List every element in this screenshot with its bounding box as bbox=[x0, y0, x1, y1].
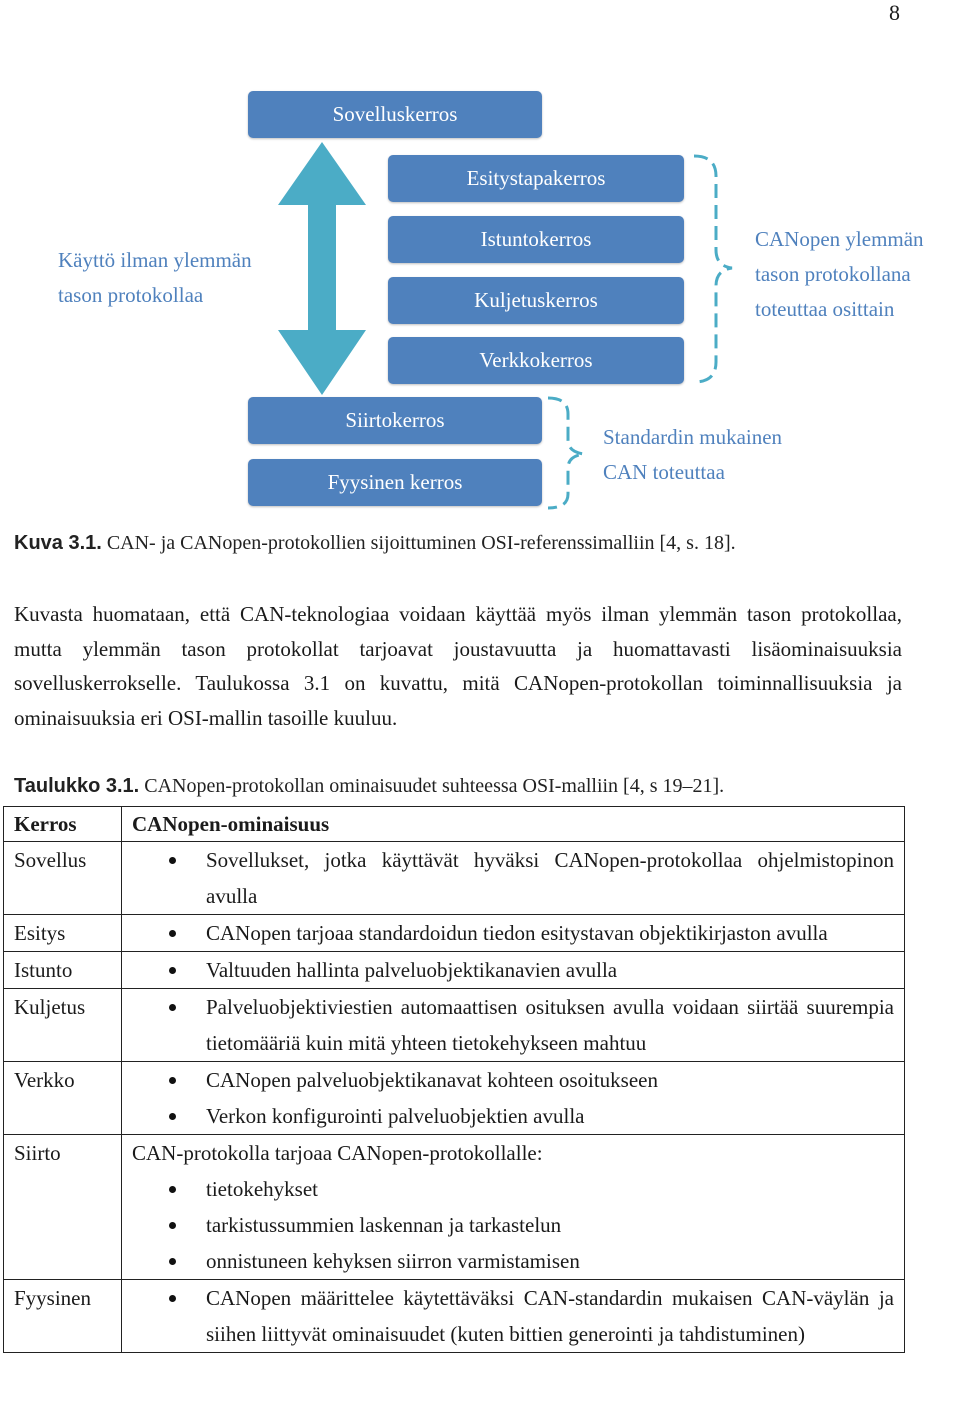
presentation-layer-box: Esitystapakerros bbox=[388, 155, 684, 202]
double-arrow-icon bbox=[278, 142, 366, 395]
feature-item: onnistuneen kehyksen siirron varmistamisen bbox=[132, 1243, 894, 1279]
layer-cell: Verkko bbox=[4, 1062, 122, 1135]
datalink-layer-box: Siirtokerros bbox=[248, 397, 542, 444]
feature-list bbox=[132, 842, 894, 914]
no-upper-protocol-line2: tason protokollaa bbox=[58, 283, 204, 307]
feature-cell bbox=[122, 952, 905, 989]
can-label-line1: Standardin mukainen bbox=[603, 425, 783, 449]
table-header-row bbox=[4, 807, 905, 842]
page-number: 8 bbox=[889, 0, 900, 25]
canopen-label-line1: CANopen ylemmän bbox=[755, 227, 924, 251]
feature-list bbox=[132, 1171, 894, 1279]
application-layer-box: Sovelluskerros bbox=[248, 91, 542, 138]
table-row bbox=[4, 989, 905, 1062]
table-caption-text: CANopen-protokollan ominaisuudet suhteessa OSI-malliin [4, s 19–21]. bbox=[139, 775, 725, 797]
can-bracket bbox=[548, 398, 584, 508]
layer-cell: Sovellus bbox=[4, 842, 122, 915]
table-row bbox=[4, 842, 905, 915]
table-row bbox=[4, 915, 905, 952]
body-paragraph: Kuvasta huomataan, että CAN-teknologiaa voidaan käyttää myös ilman ylemmän tason protokollaa, mutta ylemmän tason protokollat tarjoavat joustavuutta ja huomattavasti lisäominaisuuksia sovelluskerrokselle. Taulukossa 3.1 on kuvattu, mitä CANopen-protokollan toiminnallisuuksia ja ominaisuuksia eri OSI-mallin tasoille kuuluu. bbox=[14, 602, 902, 730]
feature-item: CANopen määrittelee käytettäväksi CAN-standardin mukaisen CAN-väylän ja siihen liittyvät ominaisuudet (kuten bittien generointi ja tahdistuminen) bbox=[132, 1280, 894, 1352]
table-caption bbox=[14, 775, 724, 798]
no-upper-protocol-label bbox=[58, 243, 252, 313]
feature-list bbox=[132, 952, 894, 988]
feature-item: Valtuuden hallinta palveluobjektikanavien avulla bbox=[132, 952, 894, 988]
can-label-line2: CAN toteuttaa bbox=[603, 460, 725, 484]
table-row bbox=[4, 1280, 905, 1353]
feature-item: tarkistussummien laskennan ja tarkastelun bbox=[132, 1207, 894, 1243]
feature-intro: CAN-protokolla tarjoaa CANopen-protokollalle: bbox=[132, 1141, 543, 1165]
table-body bbox=[4, 842, 905, 1353]
feature-cell bbox=[122, 989, 905, 1062]
feature-list bbox=[132, 1062, 894, 1134]
figure-caption-text: CAN- ja CANopen-protokollien sijoittuminen OSI-referenssimalliin [4, s. 18]. bbox=[101, 532, 736, 554]
osi-table bbox=[3, 806, 905, 1353]
table-row bbox=[4, 952, 905, 989]
table-caption-label: Taulukko 3.1. bbox=[14, 775, 140, 797]
feature-item: CANopen tarjoaa standardoidun tiedon esitystavan objektikirjaston avulla bbox=[132, 915, 894, 951]
table-row bbox=[4, 1135, 905, 1280]
table-row bbox=[4, 1062, 905, 1135]
layer-cell: Esitys bbox=[4, 915, 122, 952]
network-layer-box: Verkkokerros bbox=[388, 337, 684, 384]
feature-item: Verkon konfigurointi palveluobjektien avulla bbox=[132, 1098, 894, 1134]
layer-cell: Istunto bbox=[4, 952, 122, 989]
feature-cell bbox=[122, 1135, 905, 1280]
feature-list bbox=[132, 989, 894, 1061]
feature-cell bbox=[122, 842, 905, 915]
feature-item: tietokehykset bbox=[132, 1171, 894, 1207]
canopen-label-line3: toteuttaa osittain bbox=[755, 297, 895, 321]
feature-list bbox=[132, 915, 894, 951]
feature-item: CANopen palveluobjektikanavat kohteen osoitukseen bbox=[132, 1062, 894, 1098]
layer-cell: Fyysinen bbox=[4, 1280, 122, 1353]
transport-layer-box: Kuljetuskerros bbox=[388, 277, 684, 324]
header-layer: Kerros bbox=[4, 807, 122, 842]
figure-caption-label: Kuva 3.1. bbox=[14, 532, 102, 554]
no-upper-protocol-line1: Käyttö ilman ylemmän bbox=[58, 248, 252, 272]
session-layer-box: Istuntokerros bbox=[388, 216, 684, 263]
header-features: CANopen-ominaisuus bbox=[122, 807, 905, 842]
osi-figure bbox=[0, 0, 960, 520]
feature-list bbox=[132, 1280, 894, 1352]
layer-cell: Siirto bbox=[4, 1135, 122, 1280]
canopen-label bbox=[755, 222, 924, 327]
canopen-bracket bbox=[694, 156, 732, 382]
feature-cell bbox=[122, 915, 905, 952]
can-label bbox=[603, 420, 782, 490]
feature-item: Sovellukset, jotka käyttävät hyväksi CANopen-protokollaa ohjelmistopinon avulla bbox=[132, 842, 894, 914]
figure-caption bbox=[14, 532, 736, 555]
feature-cell bbox=[122, 1062, 905, 1135]
physical-layer-box: Fyysinen kerros bbox=[248, 459, 542, 506]
feature-cell bbox=[122, 1280, 905, 1353]
canopen-label-line2: tason protokollana bbox=[755, 262, 911, 286]
feature-item: Palveluobjektiviestien automaattisen osituksen avulla voidaan siirtää suurempia tietomääriä kuin mitä yhteen tietokehykseen mahtuu bbox=[132, 989, 894, 1061]
layer-cell: Kuljetus bbox=[4, 989, 122, 1062]
